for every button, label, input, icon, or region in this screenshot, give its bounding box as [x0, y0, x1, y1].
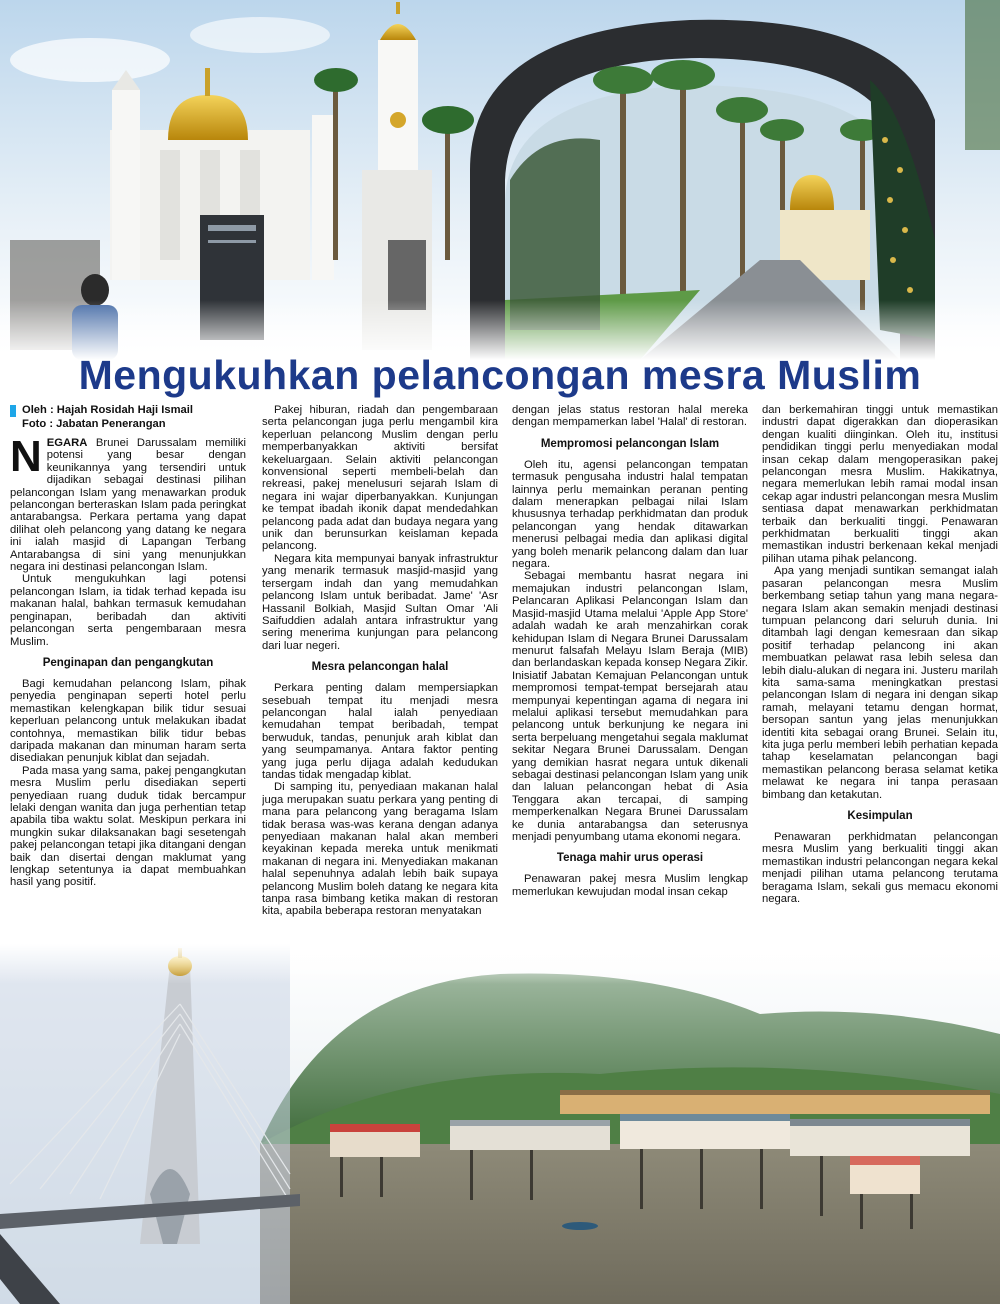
- byline-photo-credit: Foto : Jabatan Penerangan: [22, 417, 166, 430]
- article-column-4: [762, 404, 998, 934]
- byline-author: Oleh : Hajah Rosidah Haji Ismail: [22, 404, 193, 416]
- paragraph-1-text: Brunei Darussalam memiliki potensi yang besar dengan keunikannya yang tersendiri untuk dijadikan sebagai destinasi pilihan pelancongan Islam yang menawarkan produk pelancongan berteraskan Islam pada peringkat antarabangsa. Perkara pertama yang dapat dilihat oleh pelancong yang datang ke negara ini ialah masjid di Lapangan Terbang Antarabangsa di sini yang menunjukkan negara ini destinasi pelancongan Islam.: [10, 437, 246, 574]
- drop-cap-tail: EGARA: [46, 437, 88, 449]
- article-paragraph-8-continued: dengan jelas status restoran halal mereka dengan mempamerkan label 'Halal' di restoran.: [512, 404, 748, 429]
- drop-cap: N: [10, 437, 42, 481]
- bottom-photo-water-village: [0, 944, 1000, 1304]
- subheading-mesra-halal: Mesra pelancongan halal: [311, 661, 449, 674]
- subheading-tenaga-mahir: Tenaga mahir urus operasi: [556, 852, 704, 865]
- subheading-penginapan: Penginapan dan pengangkutan: [42, 656, 214, 669]
- article-paragraph-8: Di samping itu, penyediaan makanan halal juga merupakan suatu perkara yang penting di mana para pelancong yang beragama Islam tidak berasa was-was kerana dengan adanya penyediaan makanan halal akan memberi keyakinan kepada mereka untuk menikmati makanan di negara ini. Menyediakan makanan halal sepenuhnya adalah lebih baik supaya pelancong Muslim boleh datang ke negara kita tanpa rasa bimbang ketika makan di restoran kita, apabila beberapa restoran menyatakan: [262, 781, 498, 918]
- article-column-1: [10, 437, 246, 934]
- article-paragraph-4: Pada masa yang sama, pakej pengangkutan mesra Muslim perlu disediakan seperti penyediaan ruang duduk tidak bercampur lelaki dengan wanita dan juga perhentian tetap apabila tiba waktu solat. Meskipun perkara ini mungkin sukar dilaksanakan bagi sesetengah pakej pelancongan tetapi jika ditangani dengan baik dan disertai dengan maklumat yang lengkap setentunya ia dapat membuahkan hasil yang positif.: [10, 764, 246, 889]
- article-paragraph-12: Apa yang menjadi suntikan semangat ialah pasaran pelancongan mesra Muslim berkembang setiap tahun yang mana negara-negara Islam akan semakin menjadi destinasi tumpuan pelancong dari seluruh dunia. Ini ditambah lagi dengan kemesraan dan sikap positif terhadap pelancong ini akan membuatkan pelawat rasa lebih selesa dan lebih dialu-alukan di negara ini. Justeru marilah kita sama-sama meningkatkan prestasi pelancongan Islam di negara ini dengan sikap ramah, melayani tetamu dengan hormat, bersopan santun yang jelas menunjukkan identiti kita sebagai orang Brunei. Selain itu, kita juga perlu memberi lebih perhatian kepada tahap keselamatan pelancongan bagi memastikan pelancong berasa selamat ketika melawat ke negara ini tanpa perasaan bimbang dan ketakutan.: [762, 565, 998, 801]
- article-paragraph-3: Bagi kemudahan pelancong Islam, pihak penyedia penginapan seperti hotel perlu memastikan kelengkapan bilik tidur sesuai keperluan pelancong untuk melakukan ibadat contohnya, memastikan bilik tidur bebas daripada makanan dan minuman haram serta disediakan penunjuk kiblat dan sejadah.: [10, 677, 246, 765]
- top-photo-mosque-collage: [0, 0, 1000, 360]
- byline: [10, 404, 255, 431]
- article-paragraph-1: [10, 437, 246, 573]
- headline: Mengukuhkan pelancongan mesra Muslim: [78, 352, 922, 398]
- article-column-2: [262, 404, 498, 934]
- article-paragraph-2: Untuk mengukuhkan lagi potensi pelancongan Islam, ia tidak terhad kepada isu makanan halal, bahkan termasuk kemudahan penginapan, beribadah dan aktiviti pelancongan serta pengembaraan mesra Muslim.: [10, 573, 246, 648]
- byline-accent-bar: [10, 405, 16, 417]
- article-paragraph-10: Sebagai membantu hasrat negara ini memajukan industri pelancongan Islam, Pelancaran Aplikasi Pelancongan Islam dan Masjid-masjid Utama melalui 'Apple App Store' adalah wadah ke arah menzahirkan corak kehidupan Islam di Negara Brunei Darussalam menurut falsafah Melayu Islam Beraja (MIB) dan berlandaskan kepada konsep Negara Zikir. Inisiatif Jabatan Kemajuan Pelancongan untuk mempromosi tempat-tempat bersejarah atau mempunyai kepentingan agama di negara ini melalui aplikasi tersebut memudahkan para pelancong untuk berkunjung ke negara ini serta berpeluang mengetahui segala maklumat sekitar Negara Brunei Darussalam. Dengan yang demikian hasrat negara untuk dikenali sebagai destinasi pelancongan Islam yang unik dan laluan pelancongan hebat di Asia Tenggara akan tercapai, di samping memperkenalkan Negara Brunei Darussalam ke dunia antarabangsa dan seterusnya menjadi penyumbang utama ekonomi negara.: [512, 570, 748, 843]
- article-paragraph-11-continued: dan berkemahiran tinggi untuk memastikan industri dapat digerakkan dan dioperasikan dengan kualiti diinginkan. Oleh itu, institusi pendidikan tinggi perlu menyediakan modal insan cekap dalam mengoperasikan pakej pelancongan mesra Muslim. Hakikatnya, negara memerlukan lebih ramai modal insan cekap agar industri pelancongan mesra Muslim sentiasa dapat menawarkan perkhidmatan terbaik dan berkualiti tinggi. Penawaran perkhidmatan berkualiti tinggi akan memastikan industri berkenaan kekal menjadi pilihan utama pihak pelancong.: [762, 404, 998, 565]
- subheading-mempromosi: Mempromosi pelancongan Islam: [540, 437, 720, 450]
- mosque-illustration: [0, 0, 1000, 360]
- article-paragraph-9: Oleh itu, agensi pelancongan tempatan termasuk pengusaha industri halal tempatan lainnya perlu memainkan peranan penting dalam menerapkan pelbagai nilai Islam khususnya terhadap perkhidmatan dan produk pelancongan yang hendak ditawarkan menerusi pelbagai media dan aplikasi digital yang boleh menarik pelancong dalam dan luar negara.: [512, 458, 748, 571]
- article-paragraph-6: Negara kita mempunyai banyak infrastruktur yang menarik termasuk masjid-masjid yang tersergam indah dan yang memudahkan pelancong Islam untuk beribadat. Jame' 'Asr Hassanil Bolkiah, Masjid Sultan Omar 'Ali Saifuddien adalah antara infrastruktur yang sering menerima kunjungan para pelancong dari luar negeri.: [262, 552, 498, 652]
- article-column-3: [512, 404, 748, 934]
- article-paragraph-7: Perkara penting dalam mempersiapkan sesebuah tempat itu menjadi mesra pelancongan halal ialah penyediaan kemudahan tempat beribadah, tempat berwuduk, tandas, penunjuk arah kiblat dan yang seumpamanya. Antara faktor penting yang juga perlu dijaga adalah kedudukan tandas tidak mengadap kiblat.: [262, 682, 498, 781]
- article-paragraph-11: Penawaran pakej mesra Muslim lengkap memerlukan kewujudan modal insan cekap: [512, 873, 748, 898]
- subheading-kesimpulan: Kesimpulan: [847, 810, 913, 822]
- water-village-illustration: [0, 944, 1000, 1304]
- article-paragraph-13: Penawaran perkhidmatan pelancongan mesra Muslim yang berkualiti tinggi akan memastikan industri pelancongan negara kekal menjadi pilihan utama pelancong terutama beragama Islam, sekali gus memacu ekonomi negara.: [762, 831, 998, 906]
- article-paragraph-5: Pakej hiburan, riadah dan pengembaraan serta pelancongan juga perlu mengambil kira keperluan pelancong Muslim dengan perlu memperbanyakkan aktiviti bersifat kekeluargaan. Selain aktiviti pelancongan konvensional seperti membeli-belah dan rekreasi, pakej menelusuri sejarah Islam di negara ini wajar diperbanyakkan. Kunjungan ke tempat ibadah ikonik dapat mendedahkan pelancong pada adat dan budaya negara yang unik dan berunsurkan keislaman kepada pelancong.: [262, 404, 498, 553]
